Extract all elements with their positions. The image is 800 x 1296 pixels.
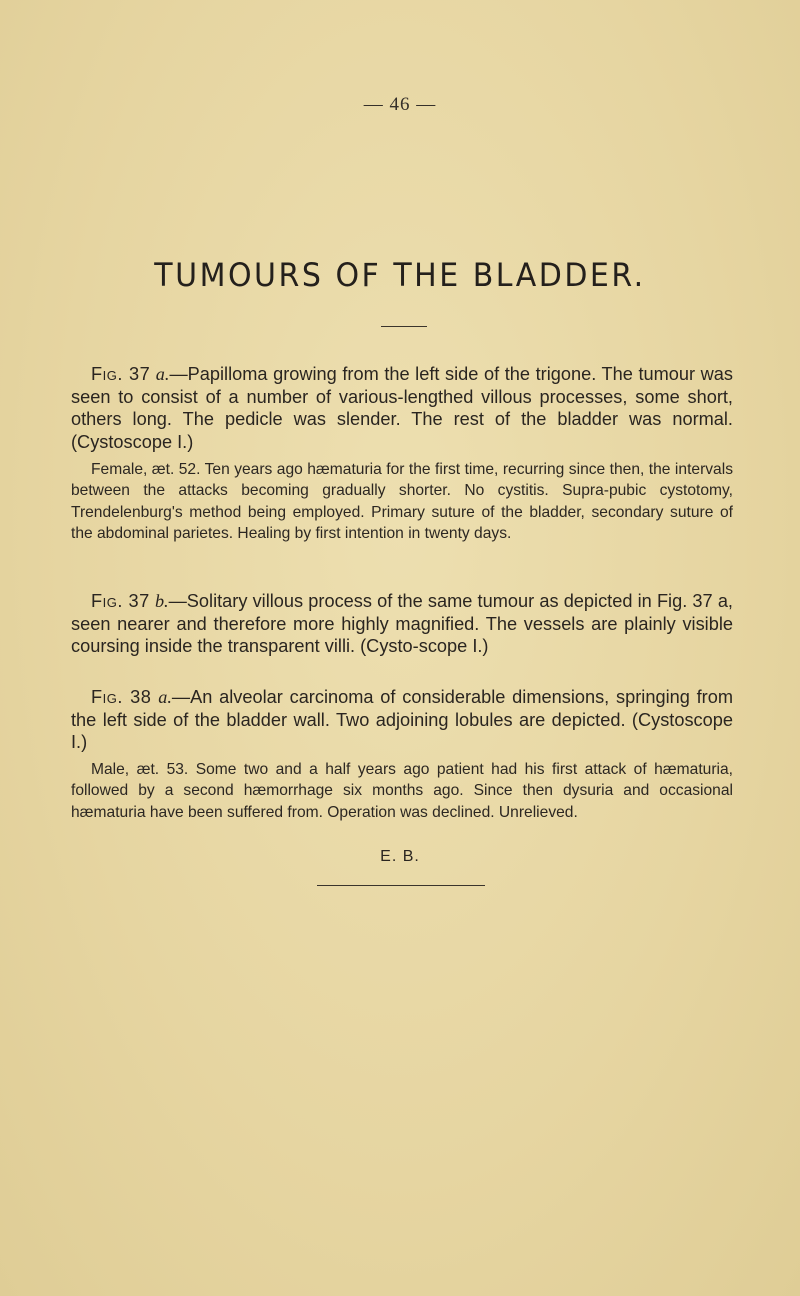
page-title: TUMOURS OF THE BLADDER. <box>154 256 646 295</box>
paragraph-text: Female, æt. 52. Ten years ago hæmaturia for the first time, recurring since then, the intervals between the attacks becoming gradually shorter. No cystitis. Supra-pubic cystotomy, Trendelenburg's method being employed. Primary suture of the bladder, secondary suture of the abdominal parietes. Healing by first intention in twenty days. <box>71 461 733 542</box>
paragraph-case-female <box>71 459 733 544</box>
paragraph-case-male <box>71 759 733 823</box>
title-divider <box>381 326 427 327</box>
page-number: — 46 — <box>363 94 437 115</box>
paragraph-fig-38a <box>71 686 733 754</box>
figure-letter: a. <box>155 364 170 384</box>
paragraph-fig-37b <box>71 590 733 658</box>
paragraph-text: —Solitary villous process of the same tumour as depicted in Fig. 37 a, seen nearer and therefore more highly magnified. The vessels are plainly visible coursing inside the transparent villi. (Cysto-scope I.) <box>71 591 733 656</box>
figure-label: Fig. 37 <box>91 364 151 384</box>
figure-label: Fig. 37 <box>91 591 150 611</box>
figure-label: Fig. 38 <box>91 687 152 707</box>
paragraph-text: —Papilloma growing from the left side of the trigone. The tumour was seen to consist of a number of various-lengthed villous processes, some short, others long. The pedicle was slender. The rest of the bladder was normal. (Cystoscope I.) <box>71 364 733 452</box>
paragraph-text: Male, æt. 53. Some two and a half years ago patient had his first attack of hæmaturia, followed by a second hæmorrhage six months ago. Since then dysuria and occasional hæmaturia have been suffered from. Operation was declined. Unrelieved. <box>71 761 733 821</box>
author-signature: E. B. <box>380 848 420 865</box>
paragraph-text: —An alveolar carcinoma of considerable dimensions, springing from the left side of the bladder wall. Two adjoining lobules are depicted. (Cystoscope I.) <box>71 687 734 752</box>
paragraph-fig-37a <box>71 363 733 453</box>
closing-divider <box>317 885 485 886</box>
figure-letter: a. <box>158 687 172 707</box>
figure-letter: b. <box>154 591 169 611</box>
